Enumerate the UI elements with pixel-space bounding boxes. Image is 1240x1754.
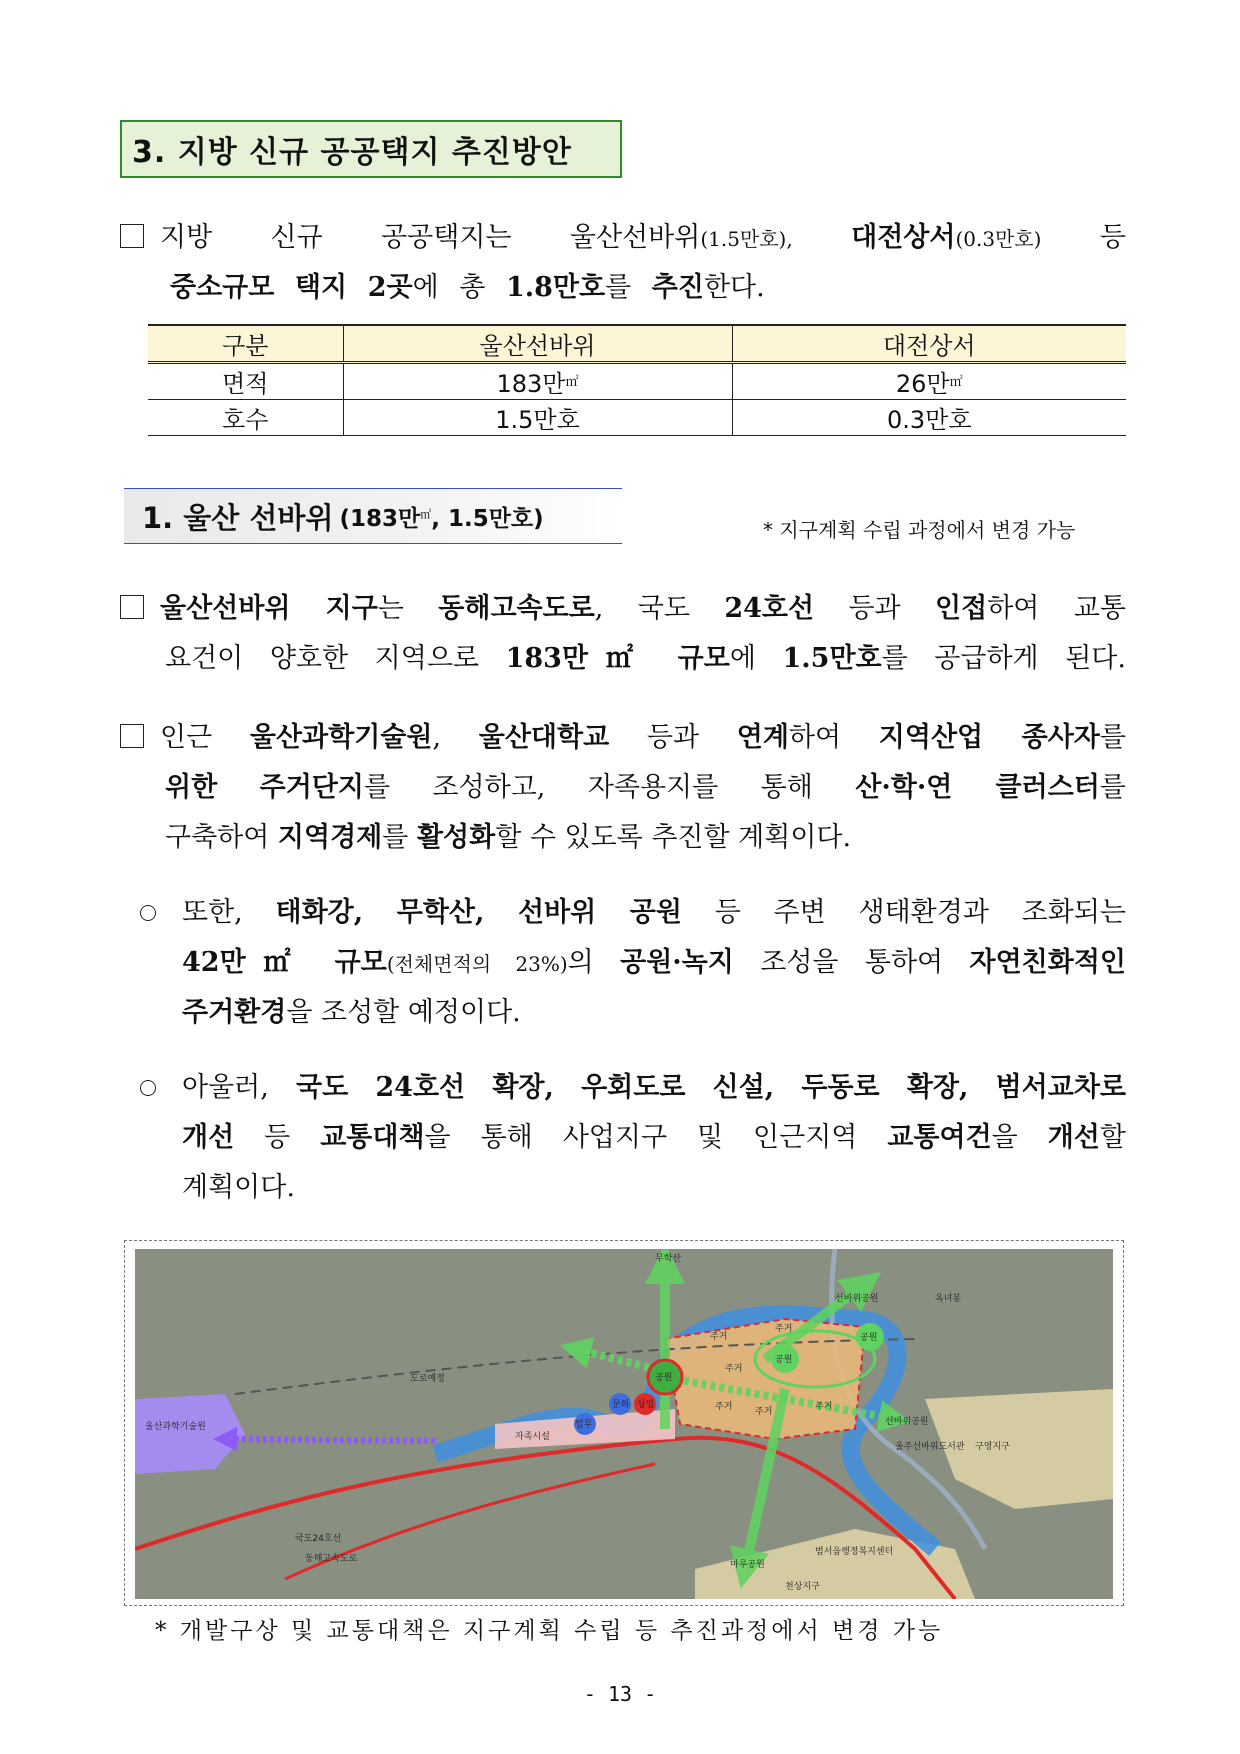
intro-w4: 울산선바위 [569,222,701,253]
label-library: 울주선바위도서관 [895,1442,965,1452]
table-header-cell: 구분 [148,325,343,363]
p1-line-1 [120,584,1126,634]
p1-a3: 동해고속도로 [438,593,595,624]
b1-a2: 태화강, 무학산, 선바위 공원 [275,897,682,928]
table-header-cell: 대전상서 [732,325,1126,363]
p2-a8: 지역산업 종사자 [878,722,1100,753]
b2-a3: 24호선 [375,1072,466,1103]
p2-c5: 할 수 있도록 추진할 계획이다. [495,822,852,853]
intro-l2h: 추진 [651,272,704,303]
b2-line-3 [182,1163,1126,1213]
table-header-row [148,325,1126,363]
b1-a3: 등 주변 생태환경과 조화되는 [714,897,1126,928]
map-note: * 개발구상 및 교통대책은 지구계획 수립 등 추진과정에서 변경 가능 [155,1618,944,1644]
p1-b3: 규모 [677,643,730,674]
p2-b3: 를 조성하고, 자족용지를 통해 [363,772,813,803]
label-jugeo: 주거 [775,1324,793,1334]
p2-b5: 를 [1099,772,1126,803]
p1-b6: 를 공급하게 된다. [881,643,1126,674]
b2-a7: 두동로 [801,1072,880,1103]
label-muhak: 무학산 [655,1254,682,1264]
subsection-title-text: 1. 울산 선바위 [142,500,334,535]
b1-b3: (전체면적의 23%) [386,952,568,976]
intro-l2i: 한다. [703,272,765,303]
subsection-area: (183만 [339,505,421,532]
label-guyeong: 구영지구 [975,1442,1010,1452]
b1-b2: 규모 [334,947,387,978]
subsection-title [124,488,622,544]
b2-c1: 계획이다. [182,1172,295,1203]
intro-l2g: 를 [605,272,632,303]
b1-line-1 [182,888,1126,938]
checkbox-square-icon [120,224,144,248]
p1-a4: , [594,593,604,624]
label-green1: 공원 [775,1355,793,1365]
label-jugeo: 주거 [710,1332,728,1342]
p2-a6: 연계 [736,722,789,753]
b2-a6: 신설, [712,1072,775,1103]
subsection-detail [339,500,543,533]
p1-a1: 울산선바위 지구 [160,593,378,624]
section-title: 3. 지방 신규 공공택지 추진방안 [120,120,622,178]
intro-w7: (0.3만호) [955,227,1042,251]
area-value: 26만 [895,370,950,398]
b1-a1: 또한, [182,897,243,928]
p1-a5: 국도 [637,593,690,624]
p2-a4: 울산대학교 [478,722,610,753]
label-jugeo: 주거 [725,1364,743,1374]
table-cell [343,363,732,400]
b1-b5: 공원·녹지 [620,947,734,978]
label-sangeop: 상업 [637,1400,655,1410]
intro-l2b: 택지 [294,272,348,303]
b2-a4: 확장, [492,1072,554,1103]
p1-a6: 24호선 [724,593,815,624]
b2-b5: 교통여건 [887,1122,992,1153]
p2-a9: 를 [1099,722,1126,753]
p2-c2: 지역경제 [277,822,383,853]
table-row [148,363,1126,400]
p1-a7: 등과 [848,593,901,624]
p1-a10: 교통 [1073,593,1126,624]
table-row [148,400,1126,436]
b2-b3: 교통대책 [320,1122,425,1153]
b2-line-2 [182,1113,1126,1163]
area-unit: ㎡ [949,375,963,390]
p1-a8: 인접 [935,593,988,624]
label-park-center: 공원 [655,1373,673,1383]
b1-c2: 을 조성할 예정이다. [286,997,521,1028]
intro-w1: 지방 [160,222,213,253]
subsection-unit: ㎡ [420,507,432,521]
label-oknyeo: 옥녀봉 [935,1294,962,1304]
p2-line-3 [165,813,1126,863]
b1-c1: 주거환경 [182,997,287,1028]
b2-b2: 등 [264,1122,291,1153]
intro-w2: 신규 [270,222,323,253]
intro-l2f: 1.8만호 [505,272,606,303]
b1-line-3 [182,988,1126,1038]
b2-a5: 우회도로 [581,1072,686,1103]
p2-line-1 [120,713,1126,763]
b2-b6: 을 [991,1122,1018,1153]
b2-b8: 할 [1099,1122,1126,1153]
b1-b6: 조성을 통하여 [760,947,944,978]
b1-b1: 42만㎡ [182,947,309,978]
b2-b1: 개선 [182,1122,235,1153]
label-park-south: 마루공원 [730,1560,765,1570]
intro-w5: (1.5만호), [700,227,793,251]
p1-a9: 하여 [987,593,1040,624]
b2-a9: 범서교차로 [995,1072,1126,1103]
comparison-table [148,324,1126,436]
table-cell [732,363,1126,400]
b2-line-1 [182,1063,1126,1113]
intro-l2d: 에 [412,272,439,303]
b1-b7: 자연친화적인 [969,947,1126,978]
table-header-cell: 울산선바위 [343,325,732,363]
bullet-circle-icon [140,1080,156,1103]
label-road-north: 도로예정 [410,1374,445,1384]
label-jajok: 자족시설 [515,1432,550,1442]
p1-line-2 [165,634,1126,684]
b1-b4: 의 [567,947,594,978]
label-green2: 공원 [860,1333,878,1343]
area-unit: ㎡ [565,375,579,390]
p1-b2: 183만㎡ [505,643,652,674]
subsection-note: * 지구계획 수립 과정에서 변경 가능 [763,518,1076,542]
label-jugeo: 주거 [755,1407,773,1417]
p2-c3: 를 [382,822,409,853]
table-cell: 0.3만호 [732,400,1126,436]
label-unist: 울산과학기술원 [145,1422,206,1432]
p2-b1: 위한 [165,772,218,803]
intro-l2c: 2곳 [367,272,413,303]
p2-line-2 [165,763,1126,813]
intro-line-2 [170,263,1126,313]
b1-line-2 [182,938,1126,989]
label-munhwa: 문화 [612,1400,630,1410]
label-chunsang: 천상지구 [785,1582,820,1592]
label-seonbawi: 선바위공원 [885,1417,929,1427]
label-jugeo: 주거 [715,1402,733,1412]
b2-b7: 개선 [1047,1122,1100,1153]
checkbox-square-icon [120,724,144,748]
label-school: 범서읍행정복지센터 [815,1547,894,1557]
bullet-circle-icon [140,905,156,928]
map-svg [135,1249,1113,1599]
page-number: - 13 - [583,1682,657,1706]
p1-b5: 1.5만호 [782,643,882,674]
p1-a2: 는 [377,593,404,624]
intro-w3: 공공택지는 [381,222,512,253]
p2-c1: 구축하여 [165,822,270,853]
label-seonbawi-top: 선바위공원 [835,1294,879,1304]
b2-a2: 국도 [296,1072,349,1103]
b2-b4: 을 통해 사업지구 및 인근지역 [424,1122,858,1153]
label-eomu: 업무 [575,1420,593,1430]
p2-a7: 하여 [788,722,842,753]
p1-b4: 에 [729,643,756,674]
label-expressway: 동해고속도로 [305,1554,358,1564]
p1-b1: 요건이 양호한 지역으로 [165,643,479,674]
table-cell: 면적 [148,363,343,400]
label-jugeo: 주거 [815,1402,833,1412]
development-map [124,1240,1124,1606]
p2-b4: 산·학·연 클러스터 [855,772,1100,803]
area-value: 183만 [496,370,566,398]
intro-l2e: 총 [459,272,486,303]
p2-a3: , [432,722,442,753]
intro-l2a: 중소규모 [170,272,275,303]
b2-a8: 확장, [906,1072,969,1103]
p2-a2: 울산과학기술원 [249,722,433,753]
p2-b2: 주거단지 [259,772,364,803]
intro-line-1 [120,213,1126,264]
table-cell: 1.5만호 [343,400,732,436]
intro-w6: 대전상서 [851,222,956,253]
label-route24: 국도24호선 [295,1534,342,1544]
checkbox-square-icon [120,595,144,619]
p2-a5: 등과 [646,722,700,753]
subsection-houses: , 1.5만호) [431,505,544,532]
p2-a1: 인근 [160,722,213,753]
table-cell: 호수 [148,400,343,436]
intro-w8: 등 [1099,222,1126,253]
b2-a1: 아울러, [182,1072,269,1103]
p2-c4: 활성화 [416,822,496,853]
